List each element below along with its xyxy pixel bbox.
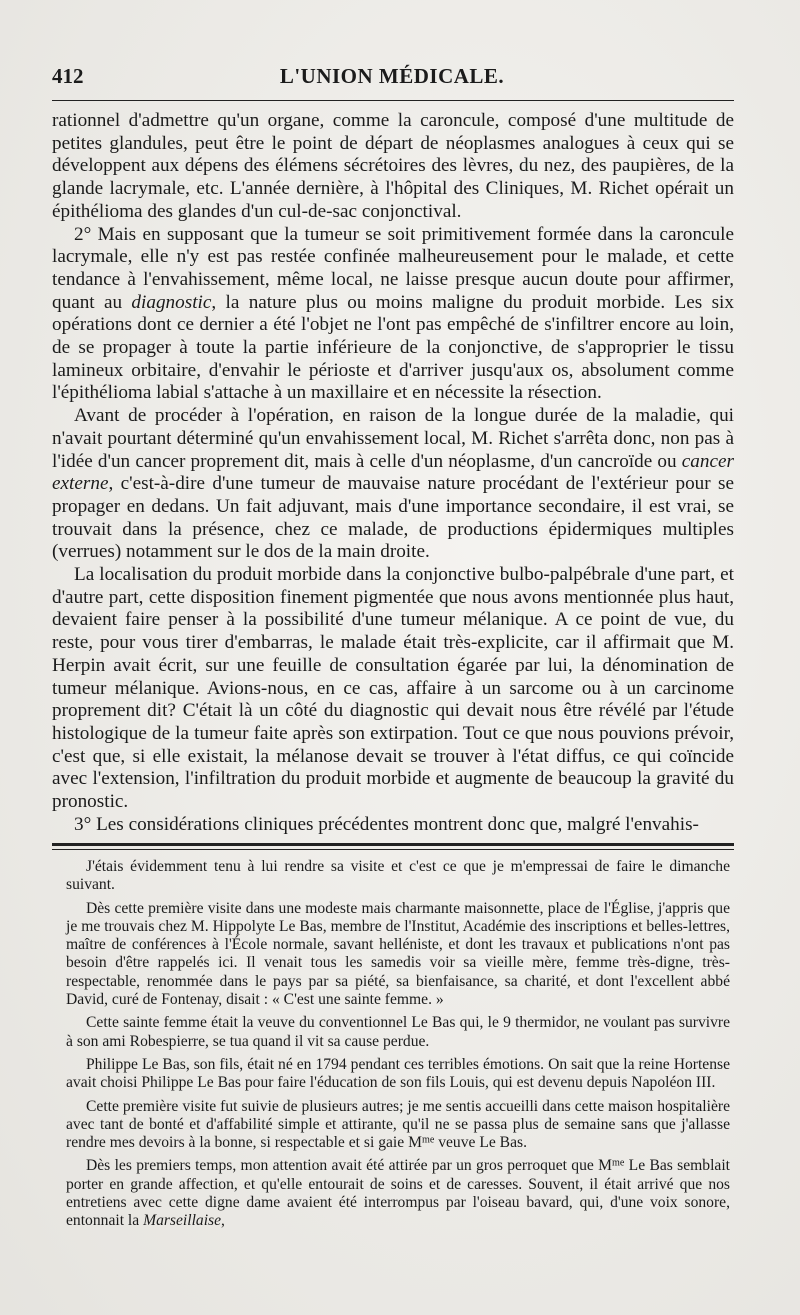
feuilleton-paragraph (66, 1157, 730, 1230)
paragraph-text: Philippe Le Bas, son fils, était né en 1794 pendant ces terribles émotions. On sait que la reine Hortense avait choisi Philippe Le Bas pour faire l'éducation de son fils Louis, qui est devenu depuis Napoléon III. (66, 1055, 730, 1092)
running-title: L'UNION MÉDICALE. (279, 64, 505, 88)
paragraph-text: , la nature plus ou moins maligne du produit morbide. Les six opérations dont ce dernier a été l'objet ne l'ont pas empêché de s'infiltrer encore au loin, de se propager à toute la partie inférieure de la conjonctive, de s'approprier le tissu lamineux orbitaire, d'envahir le périoste et d'arriver jusqu'aux os, absolument comme l'épithélioma labial s'attache à un maxillaire et en nécessite la résection. (52, 291, 734, 404)
paragraph (52, 405, 734, 564)
italic-term: Marseillaise (143, 1212, 222, 1230)
paragraph-text: 3° Les considérations cliniques précédentes montrent donc que, malgré l'envahis- (74, 813, 699, 835)
paragraph-text: rationnel d'admettre qu'un organe, comme la caroncule, composé d'une multitude de petites glandules, peut être le point de départ de néoplasmes analogues à ceux qui se développent aux dépens des élémens sécrétoires des lèvres, du nez, des paupières, de la glande lacrymale, etc. L'année dernière, à l'hôpital des Cliniques, M. Richet opérait un épithélioma des glandes d'un cul-de-sac conjonctival. (52, 110, 734, 222)
paragraph (52, 564, 734, 814)
paragraph-text: veuve Le Bas. (434, 1134, 527, 1152)
feuilleton-paragraph (66, 1098, 730, 1153)
paragraph-text: Dès cette première visite dans une modeste mais charmante maisonnette, place de l'Église, j'appris que je me trouvais chez M. Hippolyte Le Bas, membre de l'Institut, Académie des inscriptions et belles-lettres, maître de conférences à l'École normale, savant helléniste, et dont les travaux et publications n'ont pas besoin d'être rappelés ici. Il venait tous les samedis voir sa vieille mère, femme très-digne, très-respectable, renommée dans le pays par sa piété, sa bienfaisance, sa charité, et dont l'excellent abbé David, curé de Fontenay, disait : « C'est une sainte femme. » (66, 899, 730, 1009)
paragraph-text: Cette première visite fut suivie de plusieurs autres; je me sentis accueilli dans cette maison hospitalière avec tant de bonté et d'affabilité simple et attirante, qu'il ne se passa plus de semaine sans que j'allasse rendre mes devoirs à la bonne, si respectable et si gaie M (66, 1097, 730, 1152)
page-header (52, 64, 732, 104)
feuilleton-paragraph (66, 858, 730, 895)
italic-term: diagnostic (131, 291, 212, 313)
main-column (52, 110, 734, 837)
paragraph-text: 2° Mais en supposant que la tumeur se soit primitivement formée dans la caroncule lacrymale, elle n'y est pas restée confinée malheureusement pour le malade, et cette tendance à l'envahissement, même local, ne laisse presque aucun doute pour affirmer, quant au (52, 223, 734, 313)
header-rule (52, 100, 734, 101)
feuilleton-separator-thin (52, 849, 734, 850)
paragraph-text: , (221, 1212, 225, 1230)
paragraph (52, 224, 734, 406)
superscript: me (421, 1134, 435, 1146)
page-number: 412 (52, 64, 84, 88)
feuilleton-paragraph (66, 1056, 730, 1093)
paragraph-text: Dès les premiers temps, mon attention avait été attirée par un gros perroquet que M (86, 1157, 612, 1175)
italic-term: cancer externe (52, 450, 734, 495)
paragraph-text: Le Bas semblait porter en grande affection, et qu'elle entourait de soins et de caresses. Souvent, il était arrivé que nos entretiens avec cette digne dame avaient été interrompus par l'oiseau bavard, qui, d'une voix sonore, entonnait la (66, 1157, 730, 1230)
paragraph-text: , c'est-à-dire d'une tumeur de mauvaise nature procédant de l'extérieur pour se propager en dedans. Un fait adjuvant, mais d'une importance secondaire, il est vrai, se trouvait dans la présence, chez ce malade, de productions épidermiques multiples (verrues) notamment sur le dos de la main droite. (52, 473, 734, 563)
feuilleton-column (66, 858, 730, 1236)
superscript: me (611, 1157, 625, 1169)
feuilleton-paragraph (66, 1014, 730, 1051)
paragraph (52, 110, 734, 224)
feuilleton-separator (52, 843, 734, 846)
paragraph-text: J'étais évidemment tenu à lui rendre sa visite et c'est ce que je m'empressai de faire le dimanche suivant. (66, 858, 730, 894)
paragraph-text: Avant de procéder à l'opération, en raison de la longue durée de la maladie, qui n'avait pourtant déterminé qu'un envahissement local, M. Richet s'arrêta donc, non pas à l'idée d'un cancer proprement dit, mais à celle d'un néoplasme, d'un cancroïde ou (52, 405, 734, 472)
paragraph-text: Cette sainte femme était la veuve du conventionnel Le Bas qui, le 9 thermidor, ne voulant pas survivre à son ami Robespierre, se tua quand il vit sa cause perdue. (66, 1014, 730, 1050)
feuilleton-paragraph (66, 900, 730, 1010)
paragraph-text: La localisation du produit morbide dans la conjonctive bulbo-palpébrale d'une part, et d'autre part, cette disposition finement pigmentée que nous avons mentionnée plus haut, devaient faire penser à la possibilité d'une tumeur mélanique. A ce point de vue, du reste, pour vous tirer d'embarras, le malade était très-explicite, car il affirmait que M. Herpin avait écrit, sur une feuille de consultation égarée par lui, la dénomination de tumeur mélanique. Avions-nous, en ce cas, affaire à un sarcome ou à un carcinome proprement dit? C'était là un côté du diagnostic qui devait nous être révélé par l'étude histologique de la tumeur faite après son extirpation. Tout ce que nous pouvions prévoir, c'est que, si elle existait, la mélanose devait se trouver à l'état diffus, ce qui coïncide avec l'extension, l'infiltration du produit morbide et augmente de beaucoup la gravité du pronostic. (52, 564, 734, 813)
paragraph (52, 814, 734, 837)
